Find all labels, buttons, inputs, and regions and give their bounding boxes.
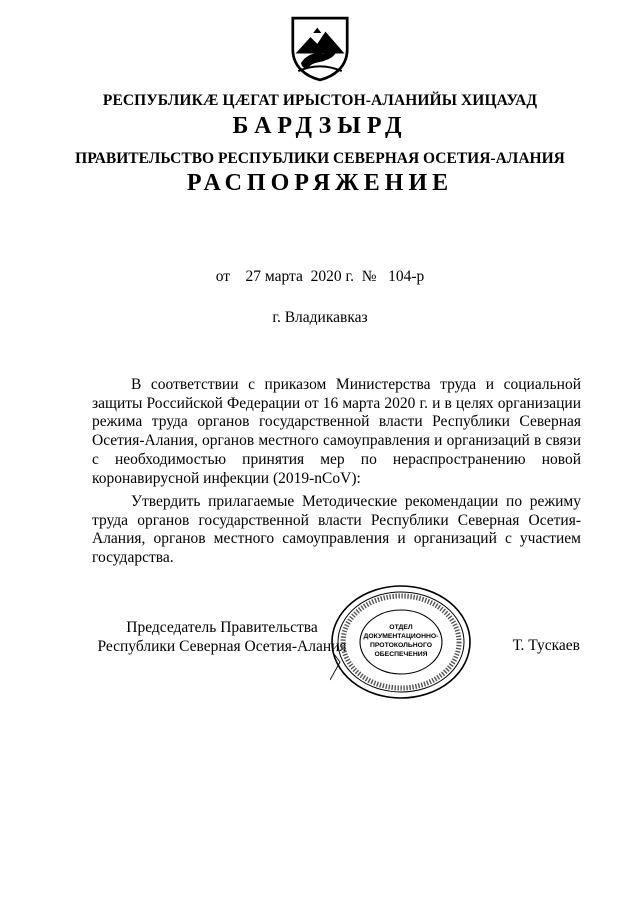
- body-paragraph-preamble: В соответствии с приказом Министерства труда и социальной защиты Российской Федерации от 16 марта 2020 г. и в целях организации режима труда органов государственной власти Республики Северная Осетия-Алания, органов местного самоуправления и организаций в связи с необходимостью принятия мер по нераспространению новой коронавирусной инфекции (2019-nCoV):: [92, 376, 581, 487]
- russian-government-title: ПРАВИТЕЛЬСТВО РЕСПУБЛИКИ СЕВЕРНАЯ ОСЕТИЯ-АЛАНИЯ: [75, 150, 565, 167]
- signatory-position-line2: Республики Северная Осетия-Алания: [97, 638, 347, 655]
- russian-doc-type: РАСПОРЯЖЕНИЕ: [186, 170, 454, 196]
- signatory-position-line1: Председатель Правительства: [126, 619, 318, 636]
- ossetian-doc-type: БАРДЗЫРД: [232, 113, 408, 139]
- stamp-center-line4: ОБЕСПЕЧЕНИЯ: [374, 651, 428, 658]
- stamp-center-line1: ОТДЕЛ: [389, 624, 413, 631]
- signatory-position: [92, 618, 352, 656]
- stamp-center-line2: ДОКУМЕНТАЦИОННО-: [363, 633, 439, 640]
- body-paragraph-resolution: Утвердить прилагаемые Методические рекомендации по режиму труда органов государственной власти Республики Северная Осетия-Алания, органов местного самоуправления и организаций с участием государства.: [92, 493, 581, 567]
- coat-of-arms-icon: [286, 14, 354, 82]
- document-date-number: от 27 марта 2020 г. № 104-р: [215, 268, 425, 285]
- stamp-center-line3: ПРОТОКОЛЬНОГО: [369, 642, 433, 649]
- document-city: г. Владикавказ: [272, 309, 368, 326]
- ossetian-government-title: РЕСПУБЛИКÆ ЦÆГАТ ИРЫСТОН-АЛАНИЙЫ ХИЦАУАД: [102, 92, 538, 109]
- signatory-name: Т. Тускаев: [512, 637, 580, 654]
- round-seal-icon: [330, 584, 472, 700]
